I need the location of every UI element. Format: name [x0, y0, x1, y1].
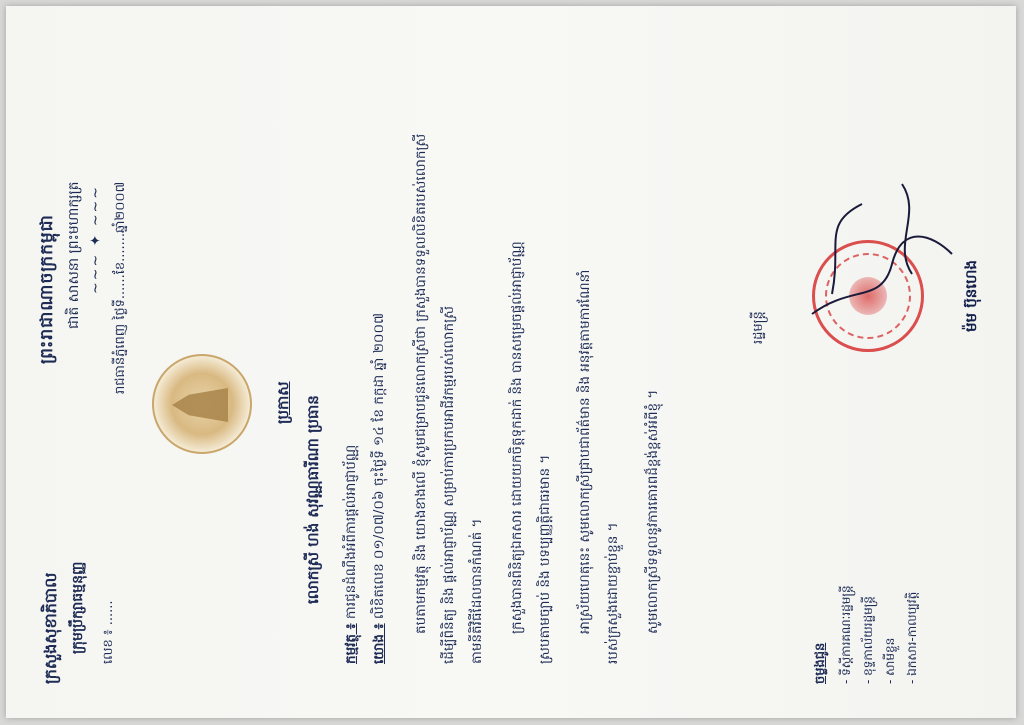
cc-title: ចម្លងជូន: [813, 642, 828, 684]
royal-seal-emblem: [152, 354, 252, 454]
reference-number: លេខ ៖ ......: [101, 600, 116, 664]
body-paragraph-line: របស់ក្រសួងដោយខ្ជាប់ខ្ជួន ។: [605, 522, 621, 664]
body-paragraph-line: តបតាមកម្មវត្ថុ និង យោងខាងលើ ខ្ញុំសូមជម្រាបជូនលោកស្រីថា ក្រសួងបានទទួលលិខិតរបស់លោកស្រី: [413, 133, 429, 634]
body-paragraph-line: ស្របតាមច្បាប់ និង បទប្បញ្ញត្តិជាធរមាន ។: [537, 454, 553, 664]
subject-row: [342, 445, 362, 664]
rotated-page: [12, 12, 1022, 724]
recipient-line: លោកស្រី ហង់ សុវណ្ណធារីណា ប្រធាន: [304, 395, 322, 604]
reference-row: [370, 313, 390, 664]
document-paper: [6, 6, 1016, 718]
ministry-name: ក្រសួងសុខាភិបាល: [41, 572, 60, 684]
date-line: រាជធានីភ្នំពេញ ថ្ងៃទី......ខែ.......ឆ្នាំ២០០៧: [113, 181, 128, 394]
signer-name: ម៉ម ប៊ុនហេង: [962, 260, 980, 332]
body-paragraph-line: ដើម្បីពិនិត្យ និង ផ្តល់អាជ្ញាប័ណ្ណ សម្រាប់ការប្រកបអាជីវកម្មរបស់លោកស្រី: [441, 306, 457, 664]
subject-label: កម្មវត្ថុ ៖: [343, 623, 359, 664]
body-paragraph-line: អាស្រ័យហេតុនេះ សូមលោកស្រីជ្រាបជាព័ត៌មាន និង អនុវត្តតាមការណែនាំ: [577, 269, 593, 634]
signer-title: រដ្ឋមន្ត្រី: [751, 311, 766, 344]
cc-item: - ឯកសារ-កាលប្បវត្តិ: [905, 591, 919, 684]
temple-icon: [172, 388, 228, 422]
cc-item: - សាមីខ្លួន: [883, 637, 897, 684]
body-paragraph-line: តាមនីតិវិធីដែលបានកំណត់ ។: [469, 518, 485, 664]
header-ornament: ~~~ ✦ ~~~: [88, 184, 104, 294]
kingdom-title: ព្រះរាជាណាចក្រកម្ពុជា: [37, 214, 57, 364]
department-name: ក្រុមប្រឹក្សាធម្មនុញ្ញ: [70, 561, 86, 654]
reference-text: លិខិតលេខ ០១/០៧/០៦ ចុះថ្ងៃទី ១៤ ខែ កក្កដា ឆ្នាំ ២០០៧: [371, 312, 387, 620]
document-type: ប្រកាស: [274, 381, 292, 424]
cc-item: - ខុទ្ទកាល័យរដ្ឋមន្ត្រី: [861, 596, 875, 684]
subject-text: ការជូនដំណឹងអំពីការផ្តល់អាជ្ញាប័ណ្ណ: [343, 444, 359, 620]
body-paragraph-line: ក្រសួងបានពិនិត្យឯកសារ ដោយយកចិត្តទុកដាក់ និង បានសម្រេចផ្តល់អាជ្ញាប័ណ្ណ: [509, 241, 525, 634]
national-motto: ជាតិ សាសនា ព្រះមហាក្សត្រ: [66, 181, 82, 329]
cc-item: - ទីស្តីការគណៈរដ្ឋមន្ត្រី: [839, 585, 853, 684]
reference-label: យោង ៖: [371, 623, 387, 664]
closing-line: សូមលោកស្រីទទួលនូវការគោរពដ៏ខ្ពង់ខ្ពស់អំពីខ្ញុំ ។: [645, 389, 661, 634]
handwritten-signature: [792, 174, 962, 324]
